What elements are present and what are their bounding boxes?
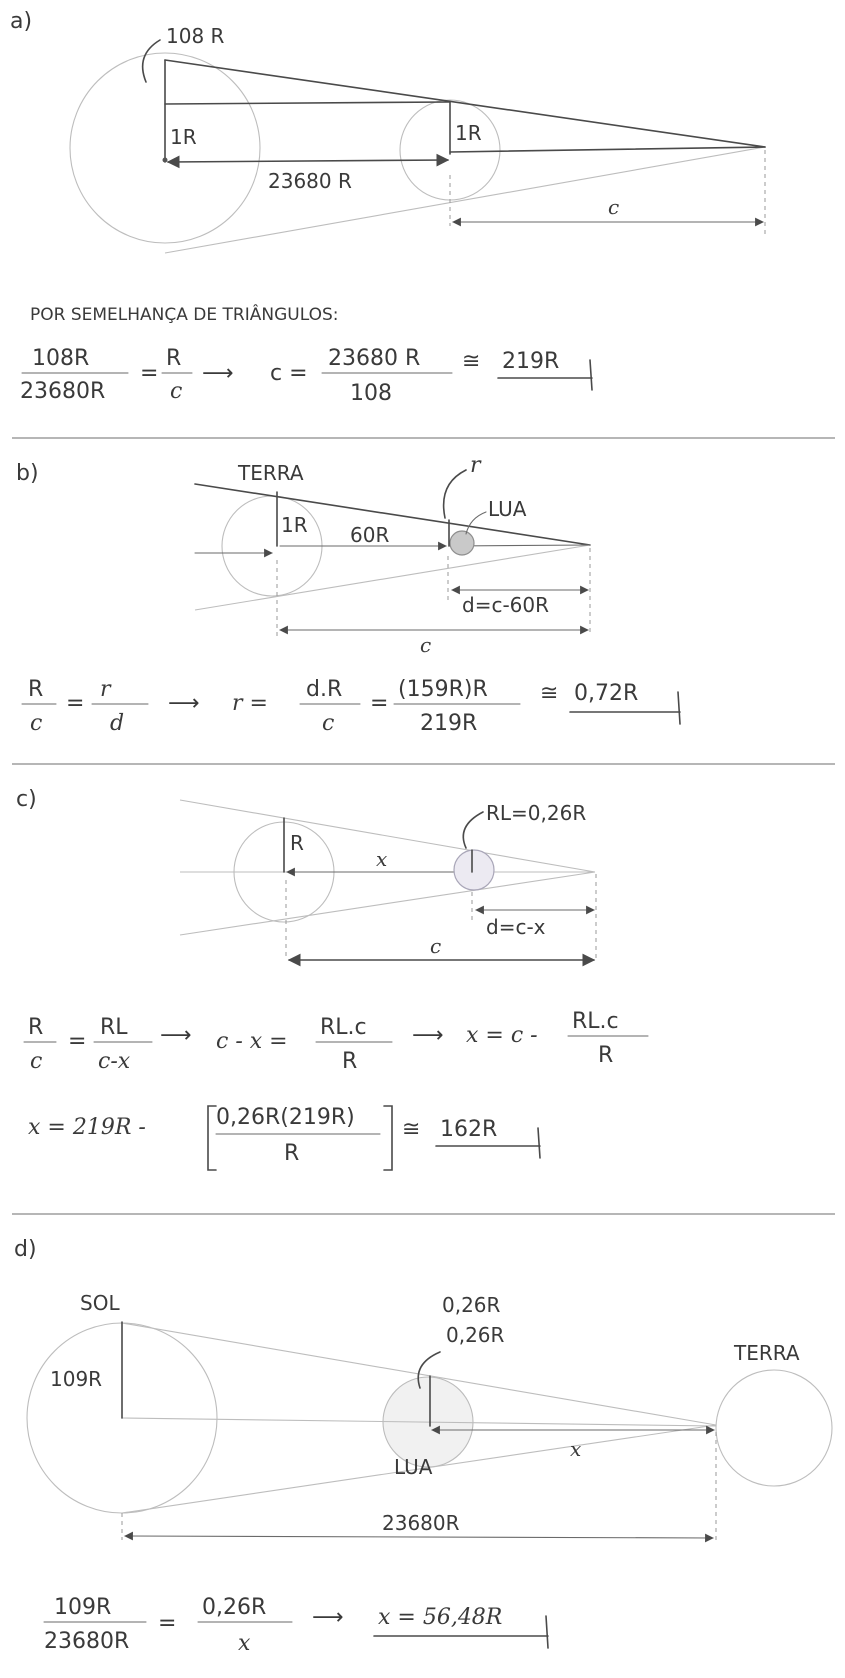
eq-a-approx: ≅ <box>462 349 481 374</box>
eq-a-lhs-num: 108R <box>32 346 90 371</box>
eq-c1-lhs-den: c <box>30 1049 43 1074</box>
sun-center-dot <box>163 158 168 163</box>
eq-c1-eq: = <box>68 1029 87 1054</box>
eq-b-arrow: ⟶ <box>168 691 200 716</box>
eq-c2-br-den: R <box>284 1141 300 1166</box>
upper-tangent-b <box>195 484 590 545</box>
eq-d-mid-den: x <box>238 1631 251 1656</box>
eq-a-rhs-den: 108 <box>350 381 392 406</box>
eq-c1-cx: c - x = <box>216 1029 288 1054</box>
part-b <box>16 453 680 736</box>
eq-b-eq1: = <box>66 691 85 716</box>
eq-b-lhs-num: R <box>28 677 44 702</box>
equation-a <box>20 346 592 406</box>
moon-radius-label: 1R <box>455 121 482 145</box>
earth-label-d: TERRA <box>734 1341 800 1365</box>
eq-a-result-tick <box>590 360 592 390</box>
eq-d-mid-num: 0,26R <box>202 1595 267 1620</box>
sun-radius-label: 108 R <box>166 24 225 48</box>
eq-a-mid-num: R <box>166 346 182 371</box>
equation-c2 <box>28 1105 540 1170</box>
moon-top-label-d: 0,26R <box>442 1293 501 1317</box>
eq-d-result: x = 56,48R <box>378 1605 503 1630</box>
d-relation-label-c: d=c-x <box>486 915 546 939</box>
equation-b <box>22 677 680 736</box>
eq-b-result: 0,72R <box>574 681 639 706</box>
eq-c1-arrow: ⟶ <box>160 1023 192 1048</box>
moon-circle-c <box>454 850 494 890</box>
eq-a-lhs-den: 23680R <box>20 379 106 404</box>
eq-d-lhs-den: 23680R <box>44 1629 130 1654</box>
eq-c2-x: x = 219R - <box>28 1115 146 1140</box>
parallel-line <box>165 102 450 104</box>
distance-label-c: x <box>376 847 388 871</box>
eq-b-f1-num: d.R <box>306 677 343 702</box>
eq-b-approx: ≅ <box>540 681 559 706</box>
eq-b-f1-den: c <box>322 711 335 736</box>
cone-length-label: c <box>608 195 620 219</box>
eq-c1-mid-num: RL <box>100 1015 128 1040</box>
eq-b-lhs-den: c <box>30 711 43 736</box>
part-c <box>16 787 648 1170</box>
part-d <box>14 1237 832 1656</box>
distance-label-b: 60R <box>350 523 390 547</box>
method-text: POR SEMELHANÇA DE TRIÂNGULOS: <box>30 305 339 325</box>
part-b-label: b) <box>16 461 39 486</box>
part-d-label: d) <box>14 1237 37 1262</box>
distance-label-d: 23680R <box>382 1511 460 1535</box>
eq-b-mid-den: d <box>110 711 125 736</box>
distance-arrow-d <box>125 1536 713 1538</box>
lower-tangent <box>165 147 765 253</box>
eq-c2-result-tick <box>538 1128 540 1158</box>
eq-c1-x: x = c - <box>466 1023 538 1048</box>
eq-a-rhs-num: 23680 R <box>328 346 421 371</box>
eq-c1-f-num: RL.c <box>320 1015 367 1040</box>
earth-radius-label: 1R <box>170 125 197 149</box>
moon-base-line <box>450 147 765 152</box>
part-c-label: c) <box>16 787 37 812</box>
eq-d-result-tick <box>546 1616 548 1648</box>
eq-d-eq: = <box>158 1611 177 1636</box>
eq-b-f2-num: (159R)R <box>398 677 488 702</box>
eq-d-arrow: ⟶ <box>312 1605 344 1630</box>
eq-c1-g-den: R <box>598 1043 614 1068</box>
sun-label-d: SOL <box>80 1291 120 1315</box>
cone-length-label-b: c <box>420 633 432 657</box>
part-a-label: a) <box>10 9 33 34</box>
eq-a-eq1: = <box>140 361 159 386</box>
eq-a-c-eq: c = <box>270 361 308 386</box>
eq-c2-bracket-left <box>208 1106 216 1170</box>
eq-c2-result: 162R <box>440 1117 498 1142</box>
eq-c1-mid-den: c-x <box>98 1049 131 1074</box>
moon-radius-label-d: 0,26R <box>446 1323 505 1347</box>
eq-a-result: 219R <box>502 349 560 374</box>
sun-radius-brace <box>143 40 160 82</box>
sun-radius-label-d: 109R <box>50 1367 103 1391</box>
moon-radius-brace-b <box>444 470 466 518</box>
eq-b-mid-num: r <box>100 677 111 702</box>
moon-radius-label-c: RL=0,26R <box>486 801 587 825</box>
eq-d-lhs-num: 109R <box>54 1595 112 1620</box>
eq-c1-f-den: R <box>342 1049 358 1074</box>
part-a <box>10 9 765 406</box>
moon-pointer-b <box>466 512 486 534</box>
earth-radius-label-c: R <box>290 831 304 855</box>
equation-c1 <box>24 1009 648 1074</box>
equation-d <box>44 1595 548 1656</box>
earth-radius-label-b: 1R <box>281 513 308 537</box>
earth-label-b: TERRA <box>238 461 304 485</box>
distance-arrow <box>168 160 448 162</box>
eq-c1-arrow2: ⟶ <box>412 1023 444 1048</box>
moon-circle-b <box>450 531 474 555</box>
eq-c1-lhs-num: R <box>28 1015 44 1040</box>
moon-label-d: LUA <box>394 1455 433 1479</box>
eq-b-f2-den: 219R <box>420 711 478 736</box>
eq-c2-approx: ≅ <box>402 1117 421 1142</box>
eq-c2-br-num: 0,26R(219R) <box>216 1105 355 1130</box>
eq-a-mid-den: c <box>170 379 183 404</box>
eq-b-result-tick <box>678 692 680 724</box>
moon-label-b: LUA <box>488 497 527 521</box>
eq-c1-g-num: RL.c <box>572 1009 619 1034</box>
eq-b-eq2: = <box>370 691 389 716</box>
eq-c2-bracket-right <box>384 1106 392 1170</box>
cone-length-label-c: c <box>430 934 442 958</box>
d-relation-label-b: d=c-60R <box>462 593 550 617</box>
eq-a-arrow: ⟶ <box>202 361 234 386</box>
moon-radius-symbol-b: r <box>470 453 481 478</box>
moon-radius-brace-c <box>463 812 483 848</box>
earth-circle-d <box>716 1370 832 1486</box>
eq-b-r-eq: r = <box>232 691 268 716</box>
x-label-d: x <box>570 1437 582 1461</box>
distance-label: 23680 R <box>268 169 352 193</box>
